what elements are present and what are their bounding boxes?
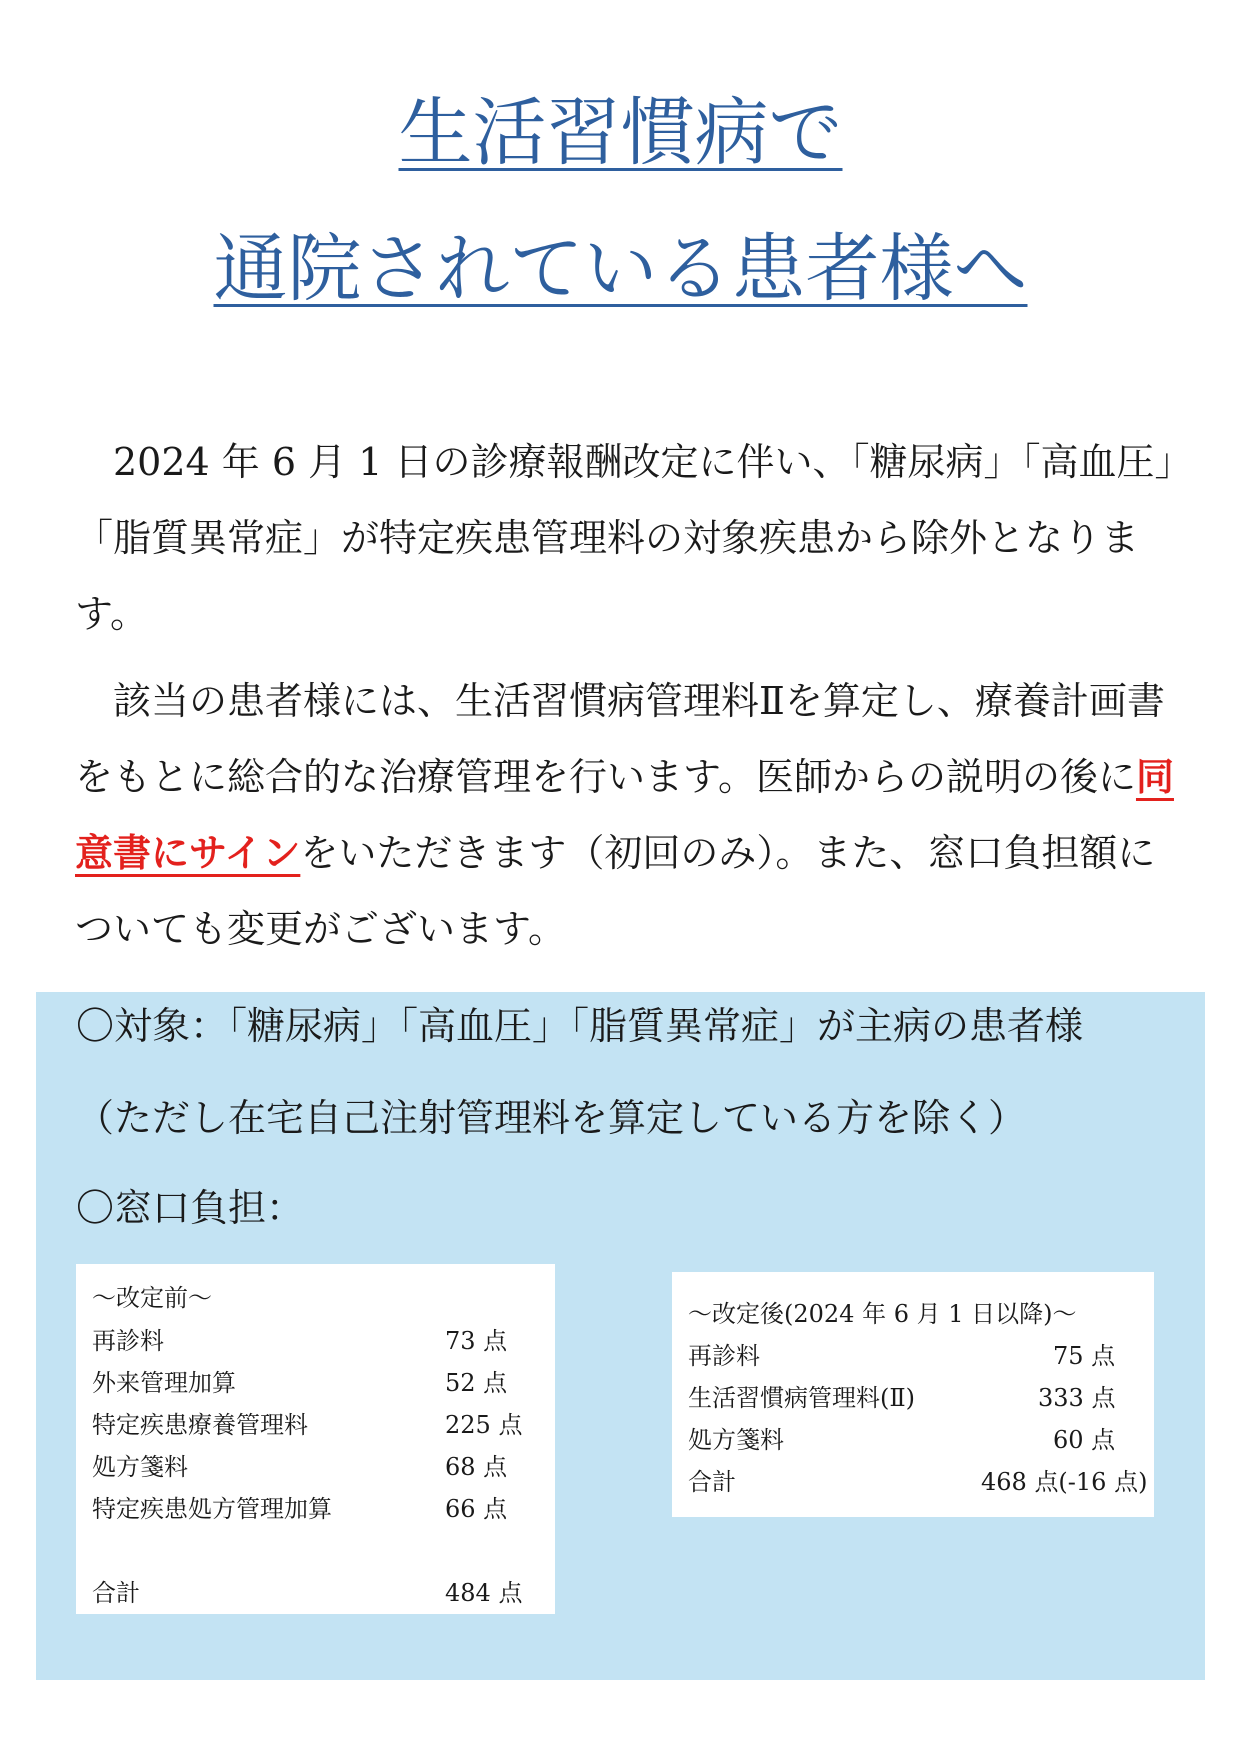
fee-value: 75 点	[1053, 1342, 1116, 1370]
before-revision-box	[76, 1264, 555, 1614]
fee-label: 処方箋料	[92, 1453, 188, 1481]
fee-value: 52 点	[445, 1369, 508, 1397]
total-label: 合計	[688, 1468, 736, 1496]
target-line: 〇対象：「糖尿病」「高血圧」「脂質異常症」が主病の患者様	[76, 1004, 1084, 1048]
fee-row	[92, 1321, 539, 1355]
fee-label: 再診料	[688, 1342, 760, 1370]
fee-label: 処方箋料	[688, 1426, 784, 1454]
fee-value: 60 点	[1053, 1426, 1116, 1454]
fee-label: 再診料	[92, 1327, 164, 1355]
title-line-1: 生活習慣病で	[398, 90, 843, 176]
fee-row	[688, 1336, 1138, 1370]
notice-paragraph-2	[75, 663, 1175, 967]
fee-row	[92, 1363, 539, 1397]
title-line-2: 通院されている患者様へ	[213, 226, 1028, 312]
exclusion-line: （ただし在宅自己注射管理料を算定している方を除く）	[76, 1096, 1027, 1140]
before-heading: ～改定前～	[92, 1284, 212, 1312]
fee-row	[92, 1405, 539, 1439]
fee-label: 特定疾患処方管理加算	[92, 1495, 332, 1523]
paragraph-2-after: をいただきます（初回のみ）。また、窓口負担額についても変更がございます。	[75, 831, 1156, 951]
fee-value: 68 点	[445, 1453, 508, 1481]
notice-paragraph-1: 2024 年 6 月 1 日の診療報酬改定に伴い、「糖尿病」「高血圧」「脂質異常症」が特定疾患管理料の対象疾患から除外となります。	[75, 440, 1174, 636]
total-value: 468 点(-16 点)	[981, 1468, 1148, 1496]
total-row	[688, 1462, 1148, 1496]
fee-value: 225 点	[445, 1411, 523, 1439]
fee-value: 73 点	[445, 1327, 508, 1355]
fee-row	[92, 1447, 539, 1481]
fee-row	[688, 1420, 1138, 1454]
fee-value: 333 点	[1038, 1384, 1116, 1412]
fee-row	[688, 1378, 1138, 1412]
fee-row	[92, 1489, 539, 1523]
fee-value: 66 点	[445, 1495, 508, 1523]
info-panel	[36, 992, 1205, 1680]
total-value: 484 点	[445, 1579, 523, 1607]
copay-label: 〇窓口負担：	[76, 1186, 305, 1230]
after-heading: ～改定後(2024 年 6 月 1 日以降)～	[688, 1300, 1077, 1328]
fee-label: 外来管理加算	[92, 1369, 236, 1397]
total-row	[92, 1573, 539, 1607]
fee-label: 特定疾患療養管理料	[92, 1411, 308, 1439]
consent-sign-highlight: 同意書にサイン	[75, 754, 1174, 875]
after-revision-box	[672, 1272, 1154, 1517]
paragraph-2-before: 該当の患者様には、生活習慣病管理料Ⅱを算定し、療養計画書をもとに総合的な治療管理を行います。医師からの説明の後に	[75, 679, 1165, 799]
fee-label: 生活習慣病管理料(Ⅱ)	[688, 1384, 916, 1412]
total-label: 合計	[92, 1579, 140, 1607]
